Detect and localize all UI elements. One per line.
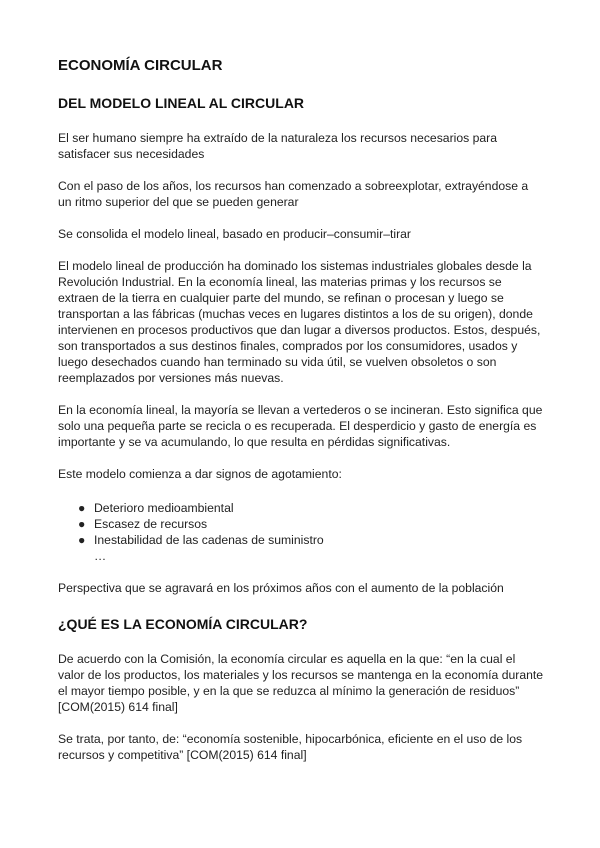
list-item: ● Deterioro medioambiental bbox=[78, 501, 234, 515]
section-heading-linear-to-circular: DEL MODELO LINEAL AL CIRCULAR bbox=[58, 95, 305, 111]
paragraph: El ser humano siempre ha extraído de la naturaleza los recursos necesarios para satisfacer sus necesidades bbox=[58, 131, 497, 161]
bullet-icon: ● bbox=[78, 501, 86, 515]
bullet-icon: ● bbox=[78, 533, 86, 547]
paragraph: Se trata, por tanto, de: “economía sostenible, hipocarbónica, eficiente en el uso de los recursos y competitiva” [COM(2015) 614 final] bbox=[58, 732, 523, 762]
paragraph: De acuerdo con la Comisión, la economía circular es aquella en la que: “en la cual el valor de los productos, los materiales y los recursos se mantenga en la economía durante el mayor tiempo posible, y en la que se reduzca al mínimo la generación de residuos” [COM(2015) 614 final] bbox=[58, 652, 544, 714]
bullet-list bbox=[58, 500, 544, 564]
list-item: ● Inestabilidad de las cadenas de suministro bbox=[78, 533, 324, 547]
paragraph: En la economía lineal, la mayoría se llevan a vertederos o se incineran. Esto significa que solo una pequeña parte se recicla o es recuperada. El desperdicio y gasto de energía es importante y se va acumulando, lo que resulta en pérdidas significativas. bbox=[58, 403, 543, 449]
list-item: ● Escasez de recursos bbox=[78, 517, 208, 531]
paragraph: Este modelo comienza a dar signos de agotamiento: bbox=[58, 467, 342, 481]
paragraph: Con el paso de los años, los recursos han comenzado a sobreexplotar, extrayéndose a un ritmo superior del que se pueden generar bbox=[58, 179, 529, 209]
bullet-icon: ● bbox=[78, 517, 86, 531]
paragraph: Perspectiva que se agravará en los próximos años con el aumento de la población bbox=[58, 581, 504, 595]
paragraph: El modelo lineal de producción ha dominado los sistemas industriales globales desde la Revolución Industrial. En la economía lineal, las materias primas y los recursos se extraen de la tierra en cualquier parte del mundo, se refinan o procesan y luego se transportan a las fábricas (muchas veces en lugares distintos a los de su origen), donde intervienen en procesos productivos que dan lugar a diversos productos. Estos, después, son transportados a sus destinos finales, comprados por los consumidores, usados y luego desechados cuando han terminado su vida útil, se vuelven obsoletos o son reemplazados por versiones más nuevas. bbox=[58, 259, 541, 385]
list-item-ellipsis: … bbox=[94, 549, 107, 563]
paragraph: Se consolida el modelo lineal, basado en producir–consumir–tirar bbox=[58, 227, 411, 241]
document-title: ECONOMÍA CIRCULAR bbox=[58, 57, 223, 74]
section-heading-what-is-circular-economy: ¿QUÉ ES LA ECONOMÍA CIRCULAR? bbox=[58, 616, 308, 632]
